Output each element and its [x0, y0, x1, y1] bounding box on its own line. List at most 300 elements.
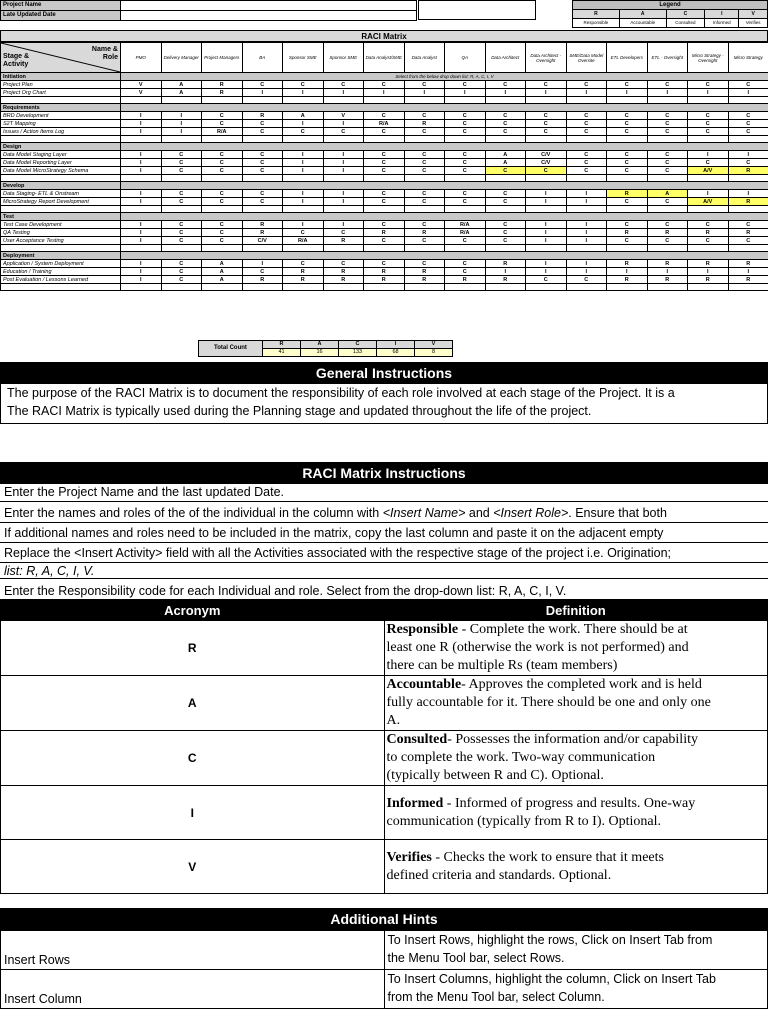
- raci-cell[interactable]: C: [161, 151, 202, 159]
- role-header[interactable]: SME/Data Model Oversite: [566, 43, 607, 73]
- raci-cell[interactable]: C: [485, 128, 526, 136]
- raci-cell[interactable]: C: [202, 120, 243, 128]
- blank-raci-cell[interactable]: [283, 136, 324, 143]
- raci-cell[interactable]: I: [323, 221, 364, 229]
- blank-raci-cell[interactable]: [121, 206, 162, 213]
- raci-cell[interactable]: C: [283, 260, 324, 268]
- blank-raci-cell[interactable]: [323, 136, 364, 143]
- raci-cell[interactable]: C: [526, 112, 567, 120]
- raci-cell[interactable]: C: [404, 190, 445, 198]
- activity-cell[interactable]: QA Testing: [1, 229, 121, 237]
- blank-raci-cell[interactable]: [404, 245, 445, 252]
- role-header[interactable]: ETL Developers: [607, 43, 648, 73]
- raci-cell[interactable]: I: [121, 237, 162, 245]
- raci-cell[interactable]: C: [728, 221, 768, 229]
- raci-cell[interactable]: I: [121, 268, 162, 276]
- blank-raci-cell[interactable]: [566, 284, 607, 291]
- raci-cell[interactable]: C: [364, 81, 405, 89]
- blank-raci-cell[interactable]: [526, 136, 567, 143]
- raci-cell[interactable]: C: [323, 229, 364, 237]
- raci-cell[interactable]: C: [728, 81, 768, 89]
- raci-cell[interactable]: I: [283, 198, 324, 206]
- blank-raci-cell[interactable]: [607, 284, 648, 291]
- blank-raci-cell[interactable]: [242, 245, 283, 252]
- activity-cell[interactable]: BRD Development: [1, 112, 121, 120]
- role-header[interactable]: Data Analyst: [404, 43, 445, 73]
- blank-raci-cell[interactable]: [242, 136, 283, 143]
- raci-cell[interactable]: C: [202, 159, 243, 167]
- raci-cell[interactable]: I: [161, 128, 202, 136]
- raci-cell[interactable]: V: [121, 81, 162, 89]
- blank-raci-cell[interactable]: [404, 97, 445, 104]
- blank-raci-cell[interactable]: [566, 175, 607, 182]
- blank-raci-cell[interactable]: [161, 97, 202, 104]
- blank-raci-cell[interactable]: [283, 284, 324, 291]
- raci-cell[interactable]: I: [323, 167, 364, 175]
- activity-cell[interactable]: Post Evaluation / Lessons Learned: [1, 276, 121, 284]
- raci-cell[interactable]: C: [647, 81, 688, 89]
- raci-cell[interactable]: R: [404, 276, 445, 284]
- raci-cell[interactable]: R: [688, 276, 729, 284]
- raci-cell[interactable]: I: [445, 89, 486, 97]
- raci-cell[interactable]: C: [485, 190, 526, 198]
- raci-cell[interactable]: A: [202, 260, 243, 268]
- raci-cell[interactable]: I: [566, 260, 607, 268]
- raci-cell[interactable]: I: [688, 268, 729, 276]
- blank-raci-cell[interactable]: [121, 245, 162, 252]
- raci-cell[interactable]: R: [364, 276, 405, 284]
- blank-raci-cell[interactable]: [161, 175, 202, 182]
- raci-cell[interactable]: C: [242, 198, 283, 206]
- raci-cell[interactable]: I: [526, 89, 567, 97]
- activity-cell[interactable]: Education / Training: [1, 268, 121, 276]
- role-header[interactable]: Data Architect: [485, 43, 526, 73]
- raci-cell[interactable]: I: [566, 89, 607, 97]
- raci-cell[interactable]: I: [121, 276, 162, 284]
- raci-cell[interactable]: C: [404, 81, 445, 89]
- blank-raci-cell[interactable]: [202, 175, 243, 182]
- raci-cell[interactable]: C: [526, 120, 567, 128]
- role-header[interactable]: Data Analyst/SME: [364, 43, 405, 73]
- raci-cell[interactable]: I: [566, 268, 607, 276]
- raci-cell[interactable]: A: [647, 190, 688, 198]
- raci-cell[interactable]: I: [728, 268, 768, 276]
- raci-cell[interactable]: C: [404, 198, 445, 206]
- blank-raci-cell[interactable]: [647, 206, 688, 213]
- raci-cell[interactable]: C: [283, 229, 324, 237]
- raci-cell[interactable]: R: [728, 198, 768, 206]
- blank-raci-cell[interactable]: [688, 206, 729, 213]
- raci-cell[interactable]: C: [647, 151, 688, 159]
- raci-cell[interactable]: C: [647, 198, 688, 206]
- raci-cell[interactable]: C: [404, 237, 445, 245]
- raci-cell[interactable]: C: [647, 120, 688, 128]
- raci-cell[interactable]: C: [283, 128, 324, 136]
- raci-cell[interactable]: R/A: [364, 120, 405, 128]
- raci-cell[interactable]: R: [485, 276, 526, 284]
- raci-cell[interactable]: I: [728, 190, 768, 198]
- raci-cell[interactable]: C: [688, 221, 729, 229]
- raci-cell[interactable]: C: [364, 151, 405, 159]
- blank-raci-cell[interactable]: [688, 245, 729, 252]
- raci-cell[interactable]: C: [242, 167, 283, 175]
- project-name-field[interactable]: [121, 1, 417, 11]
- raci-cell[interactable]: I: [283, 190, 324, 198]
- raci-cell[interactable]: R: [323, 276, 364, 284]
- raci-cell[interactable]: I: [526, 260, 567, 268]
- raci-cell[interactable]: R: [647, 260, 688, 268]
- raci-cell[interactable]: C: [526, 167, 567, 175]
- raci-cell[interactable]: C: [445, 112, 486, 120]
- raci-cell[interactable]: R: [323, 237, 364, 245]
- role-header[interactable]: Micro Strategy - Oversight: [688, 43, 729, 73]
- blank-raci-cell[interactable]: [485, 136, 526, 143]
- blank-raci-cell[interactable]: [364, 284, 405, 291]
- raci-cell[interactable]: C: [607, 81, 648, 89]
- blank-raci-cell[interactable]: [323, 175, 364, 182]
- raci-cell[interactable]: C: [404, 221, 445, 229]
- raci-cell[interactable]: R: [364, 268, 405, 276]
- raci-cell[interactable]: C: [445, 151, 486, 159]
- raci-cell[interactable]: C/V: [242, 237, 283, 245]
- blank-raci-cell[interactable]: [161, 245, 202, 252]
- raci-cell[interactable]: C: [728, 159, 768, 167]
- raci-cell[interactable]: C: [607, 151, 648, 159]
- blank-raci-cell[interactable]: [526, 206, 567, 213]
- blank-raci-cell[interactable]: [647, 136, 688, 143]
- blank-raci-cell[interactable]: [364, 97, 405, 104]
- raci-cell[interactable]: R: [607, 190, 648, 198]
- raci-cell[interactable]: R: [688, 260, 729, 268]
- activity-cell[interactable]: Test Case Development: [1, 221, 121, 229]
- raci-cell[interactable]: C: [526, 128, 567, 136]
- blank-raci-cell[interactable]: [283, 175, 324, 182]
- raci-cell[interactable]: I: [728, 89, 768, 97]
- raci-cell[interactable]: C: [404, 112, 445, 120]
- raci-cell[interactable]: C: [364, 237, 405, 245]
- blank-raci-cell[interactable]: [647, 97, 688, 104]
- raci-cell[interactable]: R: [404, 229, 445, 237]
- raci-cell[interactable]: C: [485, 229, 526, 237]
- raci-cell[interactable]: C: [728, 128, 768, 136]
- raci-cell[interactable]: I: [526, 198, 567, 206]
- blank-raci-cell[interactable]: [485, 206, 526, 213]
- raci-cell[interactable]: I: [688, 190, 729, 198]
- blank-raci-cell[interactable]: [445, 136, 486, 143]
- raci-cell[interactable]: R: [283, 276, 324, 284]
- raci-cell[interactable]: C: [161, 260, 202, 268]
- blank-raci-cell[interactable]: [121, 97, 162, 104]
- blank-raci-cell[interactable]: [485, 284, 526, 291]
- raci-cell[interactable]: C: [607, 159, 648, 167]
- raci-cell[interactable]: R: [242, 276, 283, 284]
- activity-cell[interactable]: Project Org Chart: [1, 89, 121, 97]
- raci-cell[interactable]: C: [202, 229, 243, 237]
- raci-cell[interactable]: C/V: [526, 151, 567, 159]
- raci-cell[interactable]: C: [647, 159, 688, 167]
- raci-cell[interactable]: C: [607, 167, 648, 175]
- raci-cell[interactable]: C: [526, 276, 567, 284]
- raci-cell[interactable]: C: [404, 167, 445, 175]
- raci-cell[interactable]: I: [526, 190, 567, 198]
- raci-cell[interactable]: C: [485, 198, 526, 206]
- raci-cell[interactable]: I: [283, 89, 324, 97]
- blank-raci-cell[interactable]: [404, 175, 445, 182]
- blank-activity-cell[interactable]: [1, 284, 121, 291]
- raci-cell[interactable]: A: [161, 89, 202, 97]
- raci-cell[interactable]: I: [121, 159, 162, 167]
- raci-cell[interactable]: C: [688, 120, 729, 128]
- blank-raci-cell[interactable]: [242, 97, 283, 104]
- activity-cell[interactable]: Data Staging- ETL & Onstream: [1, 190, 121, 198]
- raci-cell[interactable]: C: [323, 128, 364, 136]
- raci-cell[interactable]: C: [647, 237, 688, 245]
- raci-cell[interactable]: C: [161, 221, 202, 229]
- raci-cell[interactable]: R: [607, 229, 648, 237]
- blank-raci-cell[interactable]: [728, 175, 768, 182]
- blank-activity-cell[interactable]: [1, 136, 121, 143]
- blank-raci-cell[interactable]: [647, 245, 688, 252]
- raci-cell[interactable]: C: [607, 198, 648, 206]
- raci-cell[interactable]: C: [485, 221, 526, 229]
- raci-cell[interactable]: C: [688, 159, 729, 167]
- blank-raci-cell[interactable]: [607, 175, 648, 182]
- blank-activity-cell[interactable]: [1, 175, 121, 182]
- blank-raci-cell[interactable]: [728, 245, 768, 252]
- raci-cell[interactable]: C: [485, 237, 526, 245]
- raci-cell[interactable]: C: [161, 167, 202, 175]
- raci-cell[interactable]: C: [242, 81, 283, 89]
- blank-activity-cell[interactable]: [1, 206, 121, 213]
- raci-cell[interactable]: C: [485, 112, 526, 120]
- blank-activity-cell[interactable]: [1, 97, 121, 104]
- raci-cell[interactable]: I: [364, 89, 405, 97]
- raci-cell[interactable]: C: [607, 237, 648, 245]
- blank-raci-cell[interactable]: [526, 245, 567, 252]
- activity-cell[interactable]: MicroStrategy Report Development: [1, 198, 121, 206]
- raci-cell[interactable]: C: [445, 260, 486, 268]
- raci-cell[interactable]: C: [485, 167, 526, 175]
- raci-cell[interactable]: R: [607, 276, 648, 284]
- raci-cell[interactable]: I: [566, 221, 607, 229]
- raci-cell[interactable]: I: [121, 198, 162, 206]
- raci-cell[interactable]: I: [161, 112, 202, 120]
- blank-raci-cell[interactable]: [121, 136, 162, 143]
- raci-cell[interactable]: R: [728, 260, 768, 268]
- raci-cell[interactable]: C: [607, 120, 648, 128]
- raci-cell[interactable]: C: [404, 128, 445, 136]
- role-header[interactable]: Sponsor SME: [323, 43, 364, 73]
- raci-cell[interactable]: C: [364, 221, 405, 229]
- raci-cell[interactable]: C: [364, 112, 405, 120]
- raci-cell[interactable]: I: [121, 128, 162, 136]
- role-header[interactable]: Delivery Manager: [161, 43, 202, 73]
- raci-cell[interactable]: I: [121, 167, 162, 175]
- raci-cell[interactable]: C: [445, 120, 486, 128]
- role-header[interactable]: Sponsor SME: [283, 43, 324, 73]
- raci-cell[interactable]: C: [445, 190, 486, 198]
- blank-raci-cell[interactable]: [364, 245, 405, 252]
- raci-cell[interactable]: I: [323, 89, 364, 97]
- blank-raci-cell[interactable]: [688, 175, 729, 182]
- raci-cell[interactable]: I: [283, 167, 324, 175]
- blank-raci-cell[interactable]: [202, 136, 243, 143]
- blank-raci-cell[interactable]: [121, 284, 162, 291]
- blank-raci-cell[interactable]: [242, 284, 283, 291]
- raci-cell[interactable]: I: [688, 151, 729, 159]
- raci-cell[interactable]: I: [566, 237, 607, 245]
- raci-cell[interactable]: I: [242, 89, 283, 97]
- raci-cell[interactable]: I: [323, 190, 364, 198]
- raci-cell[interactable]: C: [202, 151, 243, 159]
- blank-raci-cell[interactable]: [566, 245, 607, 252]
- raci-cell[interactable]: R: [404, 268, 445, 276]
- blank-raci-cell[interactable]: [647, 175, 688, 182]
- raci-cell[interactable]: C: [161, 268, 202, 276]
- raci-cell[interactable]: C: [647, 221, 688, 229]
- blank-raci-cell[interactable]: [688, 136, 729, 143]
- raci-cell[interactable]: I: [323, 151, 364, 159]
- raci-cell[interactable]: C: [445, 128, 486, 136]
- raci-cell[interactable]: R/A: [445, 221, 486, 229]
- blank-raci-cell[interactable]: [688, 97, 729, 104]
- blank-raci-cell[interactable]: [161, 206, 202, 213]
- raci-cell[interactable]: C: [364, 128, 405, 136]
- raci-cell[interactable]: C: [566, 128, 607, 136]
- raci-cell[interactable]: R: [647, 229, 688, 237]
- blank-raci-cell[interactable]: [607, 136, 648, 143]
- raci-cell[interactable]: R: [242, 221, 283, 229]
- raci-cell[interactable]: R: [404, 120, 445, 128]
- raci-cell[interactable]: I: [566, 190, 607, 198]
- blank-raci-cell[interactable]: [364, 175, 405, 182]
- raci-cell[interactable]: R: [283, 268, 324, 276]
- blank-raci-cell[interactable]: [404, 284, 445, 291]
- blank-raci-cell[interactable]: [202, 284, 243, 291]
- blank-raci-cell[interactable]: [283, 206, 324, 213]
- raci-cell[interactable]: R: [242, 229, 283, 237]
- raci-cell[interactable]: I: [647, 268, 688, 276]
- raci-cell[interactable]: A: [485, 159, 526, 167]
- raci-cell[interactable]: A: [202, 268, 243, 276]
- role-header[interactable]: BA: [242, 43, 283, 73]
- blank-activity-cell[interactable]: [1, 245, 121, 252]
- raci-cell[interactable]: R/A: [283, 237, 324, 245]
- raci-cell[interactable]: I: [526, 221, 567, 229]
- raci-cell[interactable]: C: [485, 81, 526, 89]
- blank-raci-cell[interactable]: [364, 136, 405, 143]
- raci-cell[interactable]: C: [445, 268, 486, 276]
- raci-cell[interactable]: C: [242, 128, 283, 136]
- raci-cell[interactable]: C: [688, 128, 729, 136]
- raci-cell[interactable]: C: [242, 151, 283, 159]
- raci-cell[interactable]: C: [566, 81, 607, 89]
- activity-cell[interactable]: Data Model Staging Layer: [1, 151, 121, 159]
- raci-cell[interactable]: C: [526, 81, 567, 89]
- raci-cell[interactable]: C: [445, 159, 486, 167]
- blank-raci-cell[interactable]: [445, 245, 486, 252]
- raci-cell[interactable]: A: [485, 151, 526, 159]
- raci-cell[interactable]: C: [728, 120, 768, 128]
- raci-cell[interactable]: I: [283, 151, 324, 159]
- raci-cell[interactable]: C/V: [526, 159, 567, 167]
- raci-cell[interactable]: C: [566, 276, 607, 284]
- raci-cell[interactable]: C: [202, 198, 243, 206]
- activity-cell[interactable]: Project Plan: [1, 81, 121, 89]
- raci-cell[interactable]: R: [242, 112, 283, 120]
- raci-cell[interactable]: A/V: [688, 198, 729, 206]
- raci-cell[interactable]: C: [566, 167, 607, 175]
- raci-cell[interactable]: A: [202, 276, 243, 284]
- raci-cell[interactable]: C: [647, 112, 688, 120]
- blank-raci-cell[interactable]: [445, 175, 486, 182]
- activity-cell[interactable]: Application / System Deployment: [1, 260, 121, 268]
- raci-cell[interactable]: V: [323, 112, 364, 120]
- raci-cell[interactable]: A: [283, 112, 324, 120]
- raci-cell[interactable]: A: [161, 81, 202, 89]
- raci-cell[interactable]: I: [161, 120, 202, 128]
- raci-cell[interactable]: I: [283, 221, 324, 229]
- raci-cell[interactable]: C: [364, 167, 405, 175]
- blank-raci-cell[interactable]: [161, 284, 202, 291]
- raci-cell[interactable]: V: [121, 89, 162, 97]
- raci-cell[interactable]: C: [364, 159, 405, 167]
- blank-raci-cell[interactable]: [485, 245, 526, 252]
- raci-cell[interactable]: C: [161, 276, 202, 284]
- raci-cell[interactable]: R: [607, 260, 648, 268]
- raci-cell[interactable]: R: [728, 276, 768, 284]
- blank-raci-cell[interactable]: [202, 97, 243, 104]
- role-header[interactable]: QA: [445, 43, 486, 73]
- activity-cell[interactable]: S2T Mapping: [1, 120, 121, 128]
- blank-raci-cell[interactable]: [323, 97, 364, 104]
- blank-raci-cell[interactable]: [242, 175, 283, 182]
- raci-cell[interactable]: I: [566, 229, 607, 237]
- blank-raci-cell[interactable]: [121, 175, 162, 182]
- raci-cell[interactable]: C: [161, 237, 202, 245]
- raci-cell[interactable]: R: [364, 229, 405, 237]
- raci-cell[interactable]: C: [364, 190, 405, 198]
- raci-cell[interactable]: C: [607, 112, 648, 120]
- raci-cell[interactable]: I: [526, 237, 567, 245]
- blank-raci-cell[interactable]: [728, 284, 768, 291]
- blank-raci-cell[interactable]: [404, 136, 445, 143]
- role-header[interactable]: Data Architect - Oversight: [526, 43, 567, 73]
- blank-raci-cell[interactable]: [607, 245, 648, 252]
- activity-cell[interactable]: Issues / Action Items Log: [1, 128, 121, 136]
- raci-cell[interactable]: I: [283, 159, 324, 167]
- raci-cell[interactable]: I: [526, 268, 567, 276]
- raci-cell[interactable]: I: [485, 89, 526, 97]
- raci-cell[interactable]: I: [323, 198, 364, 206]
- role-header[interactable]: ETL - Oversight: [647, 43, 688, 73]
- raci-cell[interactable]: C: [728, 112, 768, 120]
- blank-raci-cell[interactable]: [202, 206, 243, 213]
- raci-cell[interactable]: C: [161, 190, 202, 198]
- blank-raci-cell[interactable]: [566, 97, 607, 104]
- blank-raci-cell[interactable]: [607, 97, 648, 104]
- raci-cell[interactable]: I: [323, 120, 364, 128]
- raci-cell[interactable]: I: [566, 198, 607, 206]
- raci-cell[interactable]: R: [688, 229, 729, 237]
- blank-raci-cell[interactable]: [566, 136, 607, 143]
- raci-cell[interactable]: I: [688, 89, 729, 97]
- raci-cell[interactable]: C: [161, 159, 202, 167]
- raci-cell[interactable]: R: [728, 167, 768, 175]
- raci-cell[interactable]: I: [121, 120, 162, 128]
- raci-cell[interactable]: C: [202, 237, 243, 245]
- raci-cell[interactable]: C: [364, 260, 405, 268]
